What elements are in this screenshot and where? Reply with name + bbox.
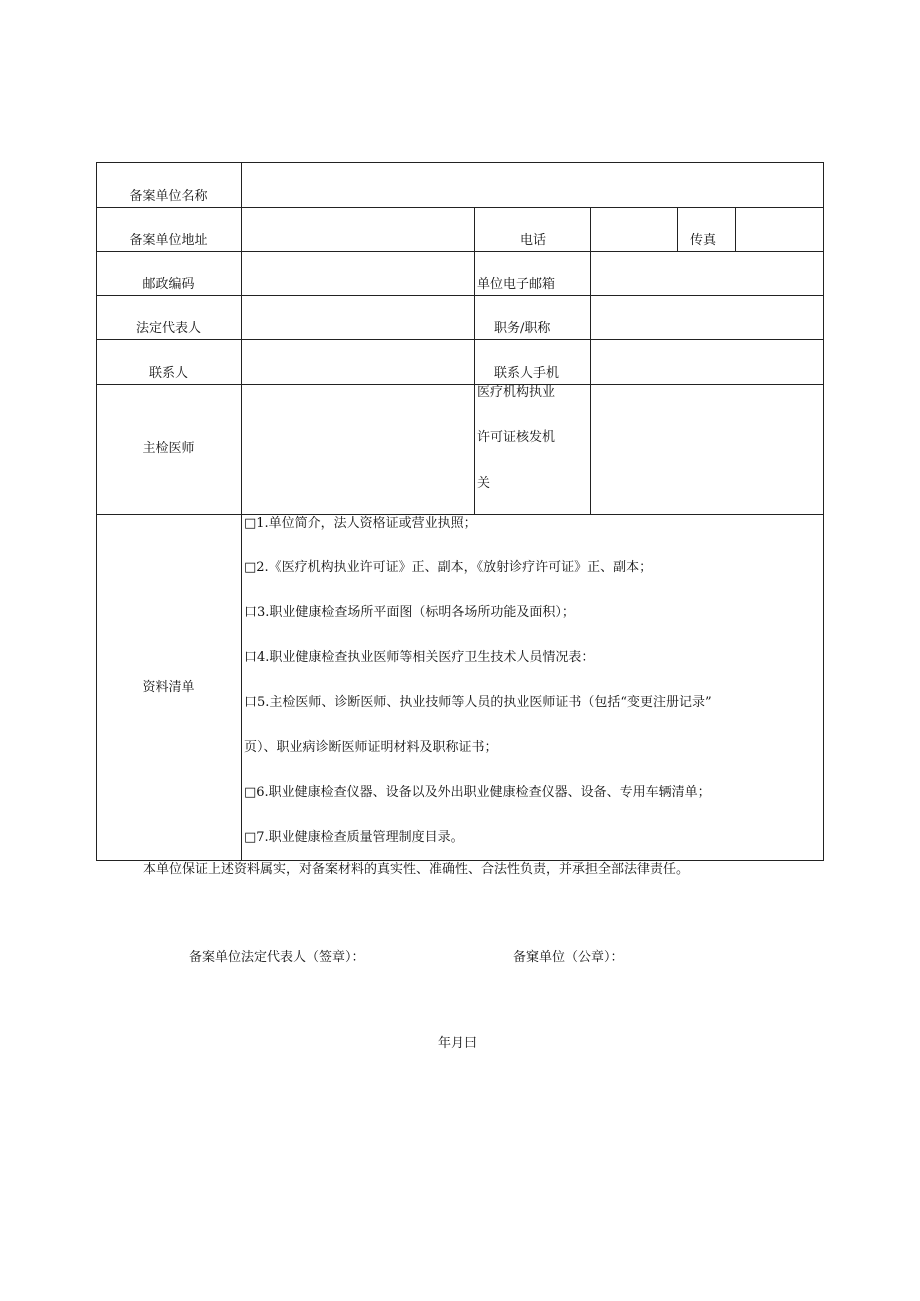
unit-address-label: 备案单位地址: [129, 233, 208, 248]
guarantee-statement: 本单位保证上述资料属实，对备案材料的真实性、准确性、合法性负责，并承担全部法律责任。: [143, 862, 690, 877]
phone-field[interactable]: [591, 208, 677, 251]
contact-field[interactable]: [242, 340, 474, 384]
materials-item[interactable]: □2.《医疗机构执业许可证》正、副本，《放射诊疗许可证》正、副本；: [244, 560, 653, 575]
rule: [96, 860, 824, 861]
license-authority-field[interactable]: [591, 385, 823, 514]
postal-code-label: 邮政编码: [142, 277, 195, 292]
fax-field[interactable]: [736, 208, 823, 251]
rule: [677, 207, 678, 252]
chief-doctor-label: 主检医师: [142, 441, 195, 456]
position-label: 职务/职称: [494, 321, 551, 336]
contact-mobile-label: 联系人手机: [494, 366, 560, 381]
fax-label: 传真: [690, 233, 717, 248]
materials-item[interactable]: □7.职业健康检查质量管理制度目录。: [244, 830, 464, 845]
rule: [474, 207, 475, 515]
postal-code-field[interactable]: [242, 252, 474, 295]
date-label: 年月曰: [438, 1036, 478, 1051]
rule: [96, 514, 824, 515]
legal-rep-field[interactable]: [242, 296, 474, 339]
unit-seal-label: 备窠单位（公章）：: [513, 950, 624, 965]
chief-doctor-field[interactable]: [242, 385, 474, 514]
materials-label: 资料清单: [142, 680, 195, 695]
legal-rep-signature-label: 备案单位法定代表人（签章）：: [189, 950, 365, 965]
filing-form-table: [96, 162, 824, 861]
materials-item[interactable]: □1.单位简介，法人资格证或营业执照；: [244, 516, 477, 531]
license-authority-label-line: 许可证核发机: [477, 430, 556, 445]
rule: [823, 162, 824, 861]
unit-address-field[interactable]: [242, 208, 474, 251]
license-authority-label-line: 关: [477, 476, 491, 491]
materials-item[interactable]: 口5.主检医师、诊断医师、执业技师等人员的执业医师证书（包括“变更注册记录”: [244, 695, 712, 710]
email-label: 单位电子邮箱: [477, 277, 556, 292]
unit-name-label: 备案单位名称: [129, 189, 208, 204]
contact-label: 联系人: [148, 366, 188, 381]
materials-item[interactable]: 口4.职业健康检查执业医师等相关医疗卫生技术人员情况表：: [244, 650, 595, 665]
materials-item[interactable]: □6.职业健康检查仪器、设备以及外出职业健康检查仪器、设备、专用车辆清单；: [244, 785, 711, 800]
contact-mobile-field[interactable]: [591, 340, 823, 384]
legal-rep-label: 法定代表人: [135, 321, 201, 336]
position-field[interactable]: [591, 296, 823, 339]
email-field[interactable]: [591, 252, 823, 295]
rule: [96, 162, 97, 861]
license-authority-label-line: 医疗机构执业: [477, 385, 556, 400]
phone-label: 电话: [520, 233, 547, 248]
materials-item-continuation: 页）、职业病诊断医师证明材料及职称证书；: [244, 740, 498, 755]
unit-name-field[interactable]: [242, 163, 823, 207]
materials-item[interactable]: 口3.职业健康检查场所平面图（标明各场所功能及面积）；: [244, 605, 575, 620]
